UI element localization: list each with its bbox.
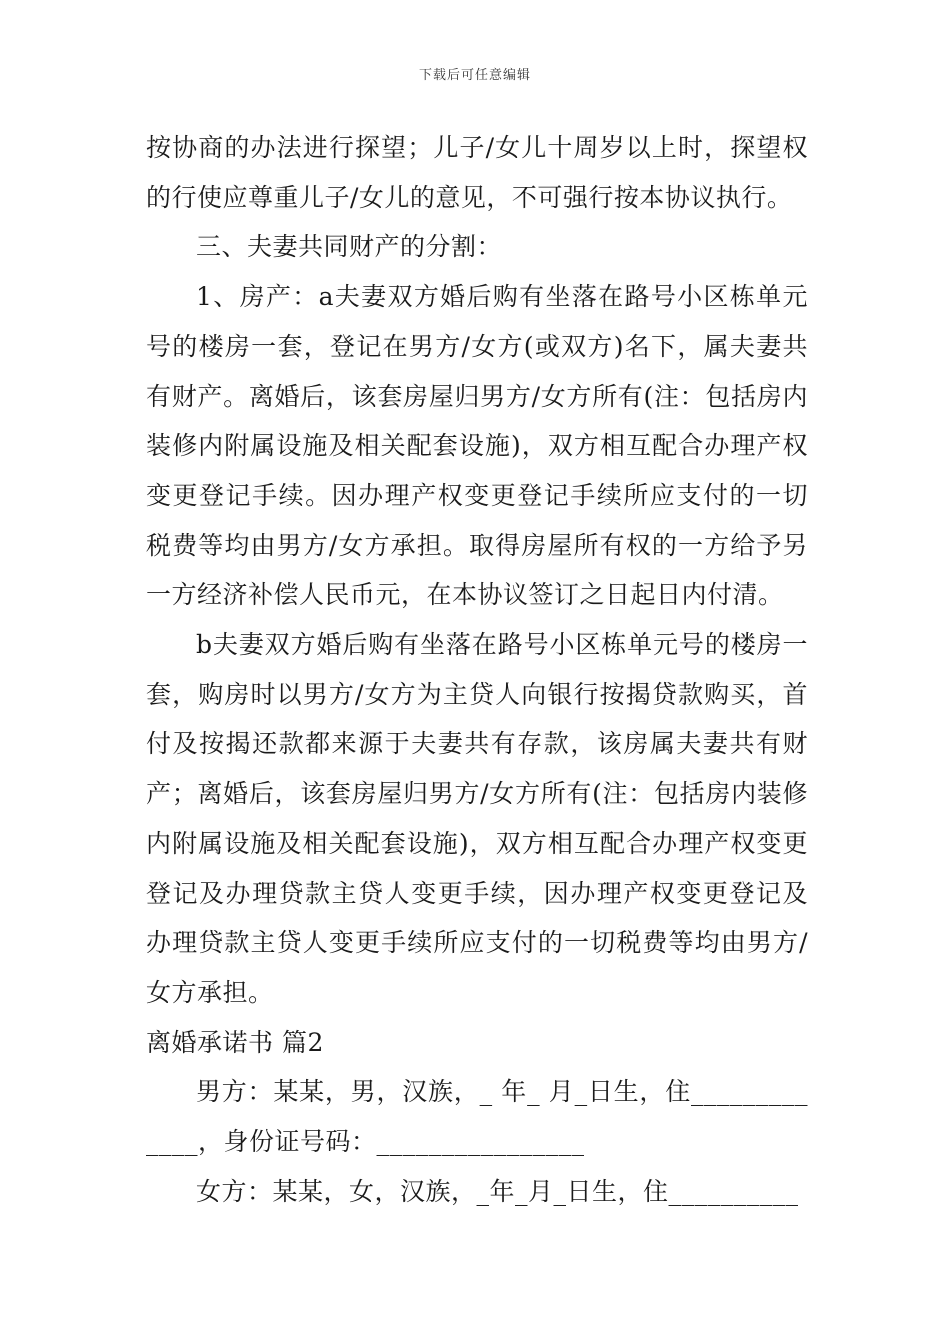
page-header: 下载后可任意编辑 (418, 68, 531, 83)
section-heading-property-division: 三、夫妻共同财产的分割： (196, 232, 503, 262)
paragraph-female-party: 女方：某某，女，汉族，_年_月_日生，住__________ (196, 1176, 799, 1206)
paragraph-house-b: b夫妻双方婚后购有坐落在路号小区栋单元号的楼房一套，购房时以男方/女方为主贷人向银行按揭贷款购买，首付及按揭还款都来源于夫妻共有存款，该房属夫妻共有财产；离婚后，该套房屋归男方/女方所有(注：包括房内装修内附属设施及相关配套设施)，双方相互配合办理产权变更登记及办理贷款主贷人变更手续，因办理产权变更登记及办理贷款主贷人变更手续所应支付的一切税费等均由男方/女方承担。 (146, 630, 808, 1007)
document-body (146, 123, 808, 1216)
document-title-part-2: 离婚承诺书 篇2 (146, 1027, 324, 1057)
paragraph-male-party: 男方：某某，男，汉族，_ 年_ 月_日生，住_____________，身份证号码：________________ (146, 1077, 808, 1157)
paragraph-house-a: 1、房产：a夫妻双方婚后购有坐落在路号小区栋单元号的楼房一套，登记在男方/女方(或双方)名下，属夫妻共有财产。离婚后，该套房屋归男方/女方所有(注：包括房内装修内附属设施及相关配套设施)，双方相互配合办理产权变更登记手续。因办理产权变更登记手续所应支付的一切税费等均由男方/女方承担。取得房屋所有权的一方给予另一方经济补偿人民币元，在本协议签订之日起日内付清。 (146, 282, 808, 610)
paragraph-visitation-continued: 按协商的办法进行探望；儿子/女儿十周岁以上时，探望权的行使应尊重儿子/女儿的意见，不可强行按本协议执行。 (146, 133, 808, 212)
